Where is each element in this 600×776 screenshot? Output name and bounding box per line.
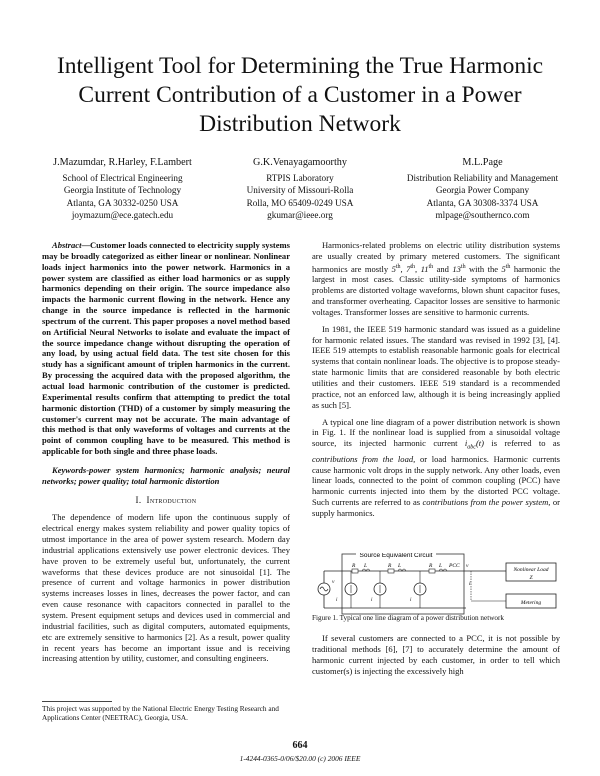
h5: 5 <box>501 263 506 274</box>
harmonics-paragraph <box>312 240 560 318</box>
h13: 13 <box>452 263 461 274</box>
text-span: A typical one line diagram of a power distribution network is shown in Fig. 1. If the nonlinear load is supplied from a sinusoidal voltage source, its injected harmonic current <box>312 416 560 449</box>
ibk-label: i <box>336 597 338 603</box>
right-column <box>312 240 560 525</box>
left-column <box>42 240 290 670</box>
author-name: M.L.Page <box>462 157 503 168</box>
author-institution: University of Missouri-Rolla <box>246 185 354 195</box>
sup: th <box>410 263 416 270</box>
text-span: Harmonics-related problems on electric utility distribution systems are usually created by primary metered customers. The significant harmonics are mostly <box>312 240 560 274</box>
vs-label: v <box>332 579 335 585</box>
ieee519-paragraph: In 1981, the IEEE 519 harmonic standard was issued as a guideline for harmonic related issues. The standard was revised in 1992 [3], [4]. IEEE 519 attempts to establish reasonable harmonic goals for electrical systems that contain nonlinear loads. The objective is to propose steady-state harmonic limits that are considered reasonable by both electric utilities and their customers. IEEE 519 standard is a recommended practice, not an enforced law, although it is being increasingly applied as such [5]. <box>312 323 560 410</box>
footnote-rule <box>42 701 112 702</box>
ifk-label: i <box>371 597 373 603</box>
nonlinear-load-label: Nonlinear Load <box>513 567 549 573</box>
section-title: Introduction <box>146 494 197 505</box>
author-block-2 <box>215 157 385 222</box>
current-symbol: i <box>464 438 468 449</box>
author-name: G.K.Venayagamoorthy <box>253 157 347 168</box>
author-institution: Georgia Institute of Technology <box>63 185 182 195</box>
zl-label: Z <box>529 575 533 581</box>
one-line-diagram-paragraph <box>312 417 560 519</box>
author-name: J.Mazumdar, R.Harley, F.Lambert <box>53 157 192 168</box>
author-email: mlpage@southernco.com <box>435 210 530 220</box>
keywords <box>42 465 290 487</box>
h11: 11 <box>420 263 429 274</box>
iabc-label: i <box>469 581 471 587</box>
source-equivalent-box <box>342 554 464 614</box>
abstract <box>42 240 290 457</box>
text-span: is referred to as <box>484 438 560 449</box>
author-block-1 <box>40 157 205 222</box>
keywords-label: Keywords <box>52 464 87 475</box>
sub: abc <box>467 444 476 451</box>
sup: th <box>505 263 511 270</box>
ls-label-3: L <box>439 563 443 569</box>
h5: 5 <box>391 263 396 274</box>
h7: 7 <box>406 263 411 274</box>
time-arg: (t) <box>475 438 485 449</box>
abstract-text: —Customer loads connected to electricity supply systems may be broadly categorized as either linear or nonlinear. Nonlinear loads inject harmonics into the power network. Harmonics in a power system are classified as either load harmonics or as supply harmonics depending on their origin. The source impedance also impacts the harmonic current flowing in the network. Hence any change in the source impedance is reflected in the harmonic spectrum of the current. This paper proposes a novel method based on Artificial Neural Networks to isolate and evaluate the impact of the source impedance change without disrupting the operation of any load, by using actual field data. The test site chosen for this study has a significant amount of triplen harmonics in the current. By processing the acquired data with the proposed algorithm, the actual load harmonic contribution of the customer is predicted. Experimental results confirm that attempting to predict the total harmonic distortion (THD) of a customer by simply measuring the customer's current may not be accurate. The main advantage of this method is that only waveforms of voltages and currents at the point of common coupling have to be measured. This method is applicable for both single and three phase loads. <box>42 240 290 457</box>
text-span: harmonic the largest in most cases. Classic utility-side symptoms of harmonics problems are distorted voltage waveforms, blown shunt capacitor fuses, and transformer overheating. Capacitor losses are sensitive to harmonic voltages. Transformer losses are sensitive to harmonic currents. <box>312 263 560 317</box>
text-span: or load harmonics. Harmonic currents cause harmonic volt drops in the supply network. Any other loads, even linear loads, connected to the point of common coupling (PCC) have harmonic currents injected into them by the distorted PCC voltage. Such currents are referred to as <box>312 453 560 508</box>
author-affiliation: Distribution Reliability and Management <box>406 172 559 183</box>
keywords-text: -power system harmonics; harmonic analysis; neural networks; power quality; total harmonic distortion <box>42 464 290 486</box>
rs-label: R <box>352 563 356 569</box>
resistor-icon <box>429 569 435 573</box>
footnote: This project was supported by the National Electric Energy Testing Research and Applications Center (NEETRAC), Georgia, USA. <box>42 704 279 722</box>
right-column-bottom <box>312 633 560 682</box>
author-address: Atlanta, GA 30308-3374 USA <box>426 197 539 208</box>
intro-paragraph: The dependence of modern life upon the continuous supply of electrical energy makes system reliability and power quality topics of utmost importance in the area of power system research. Modern day industrial applications extensively use power electronic devices. They have proven to be extremely useful but, unfortunately, the current waveforms that these devices produce are not sinusoidal [1]. The presence of current and voltage harmonics in power distribution systems increases losses in lines, decreases the power factor, and can even cause resonance with capacitors connected in parallel to the system. Present equipment setups and devices used in commercial and industrial facilities, such as digital computers, automated equipments, etc are extremely sensitive to harmonics [2]. As a result, power quality in recent years has become an important issue and is receiving increasing attention by utility, customer, and consulting engineers. <box>42 512 290 664</box>
copyright-line: 1-4244-0365-0/06/$20.00 (c) 2006 IEEE <box>239 754 361 763</box>
sup: th <box>460 263 466 270</box>
text-span: , or supply harmonics. <box>312 497 560 518</box>
text-span: the <box>487 263 502 274</box>
author-email: joymazum@ece.gatech.edu <box>71 210 174 220</box>
figure-1-circuit-diagram <box>316 553 559 617</box>
rs-label-2: R <box>388 563 392 569</box>
page-number: 664 <box>292 740 308 751</box>
section-heading <box>42 495 290 506</box>
author-affiliation: RTPIS Laboratory <box>266 172 334 183</box>
pcc-label: PCC <box>449 563 460 569</box>
text-span: with <box>465 263 485 274</box>
paper-title: Intelligent Tool for Determining the True Harmonic Current Contribution of a Customer in a Power Distribution Network <box>56 53 544 137</box>
ls-label: L <box>364 563 368 569</box>
author-institution: Georgia Power Company <box>435 185 530 195</box>
italic-phrase: contributions from the power system <box>422 497 549 508</box>
box-label: Source Equivalent Circuit <box>359 553 433 559</box>
ls-label-2: L <box>398 563 402 569</box>
ifb-label: i <box>410 597 412 603</box>
text-span: , <box>415 263 421 274</box>
abstract-label: Abstract <box>52 240 82 250</box>
italic-phrase: contributions from the load, <box>312 453 416 464</box>
sup: th <box>428 263 434 270</box>
figure-caption: Figure 1. Typical one line diagram of a power distribution network <box>312 614 504 622</box>
author-affiliation: School of Electrical Engineering <box>62 172 183 183</box>
rs-label-3: R <box>429 563 433 569</box>
author-block-3 <box>385 157 580 222</box>
author-address: Atlanta, GA 30332-0250 USA <box>66 197 179 208</box>
section-number: I. <box>135 494 142 505</box>
text-span: , <box>400 263 407 274</box>
author-email: gkumar@ieee.org <box>267 210 333 220</box>
sup: th <box>395 263 401 270</box>
resistor-icon <box>388 569 394 573</box>
metering-label: Metering <box>520 600 542 606</box>
resistor-icon <box>352 569 358 573</box>
pcc-customers-paragraph: If several customers are connected to a PCC, it is not possible by traditional methods [6], [7] to accurately determine the amount of harmonic current injected by each customer, in order to tell which customer(s) is injecting the excessively high <box>312 633 560 676</box>
author-address: Rolla, MO 65409-0249 USA <box>246 197 354 208</box>
vt-label: v <box>466 563 469 569</box>
text-span: and <box>433 263 453 274</box>
